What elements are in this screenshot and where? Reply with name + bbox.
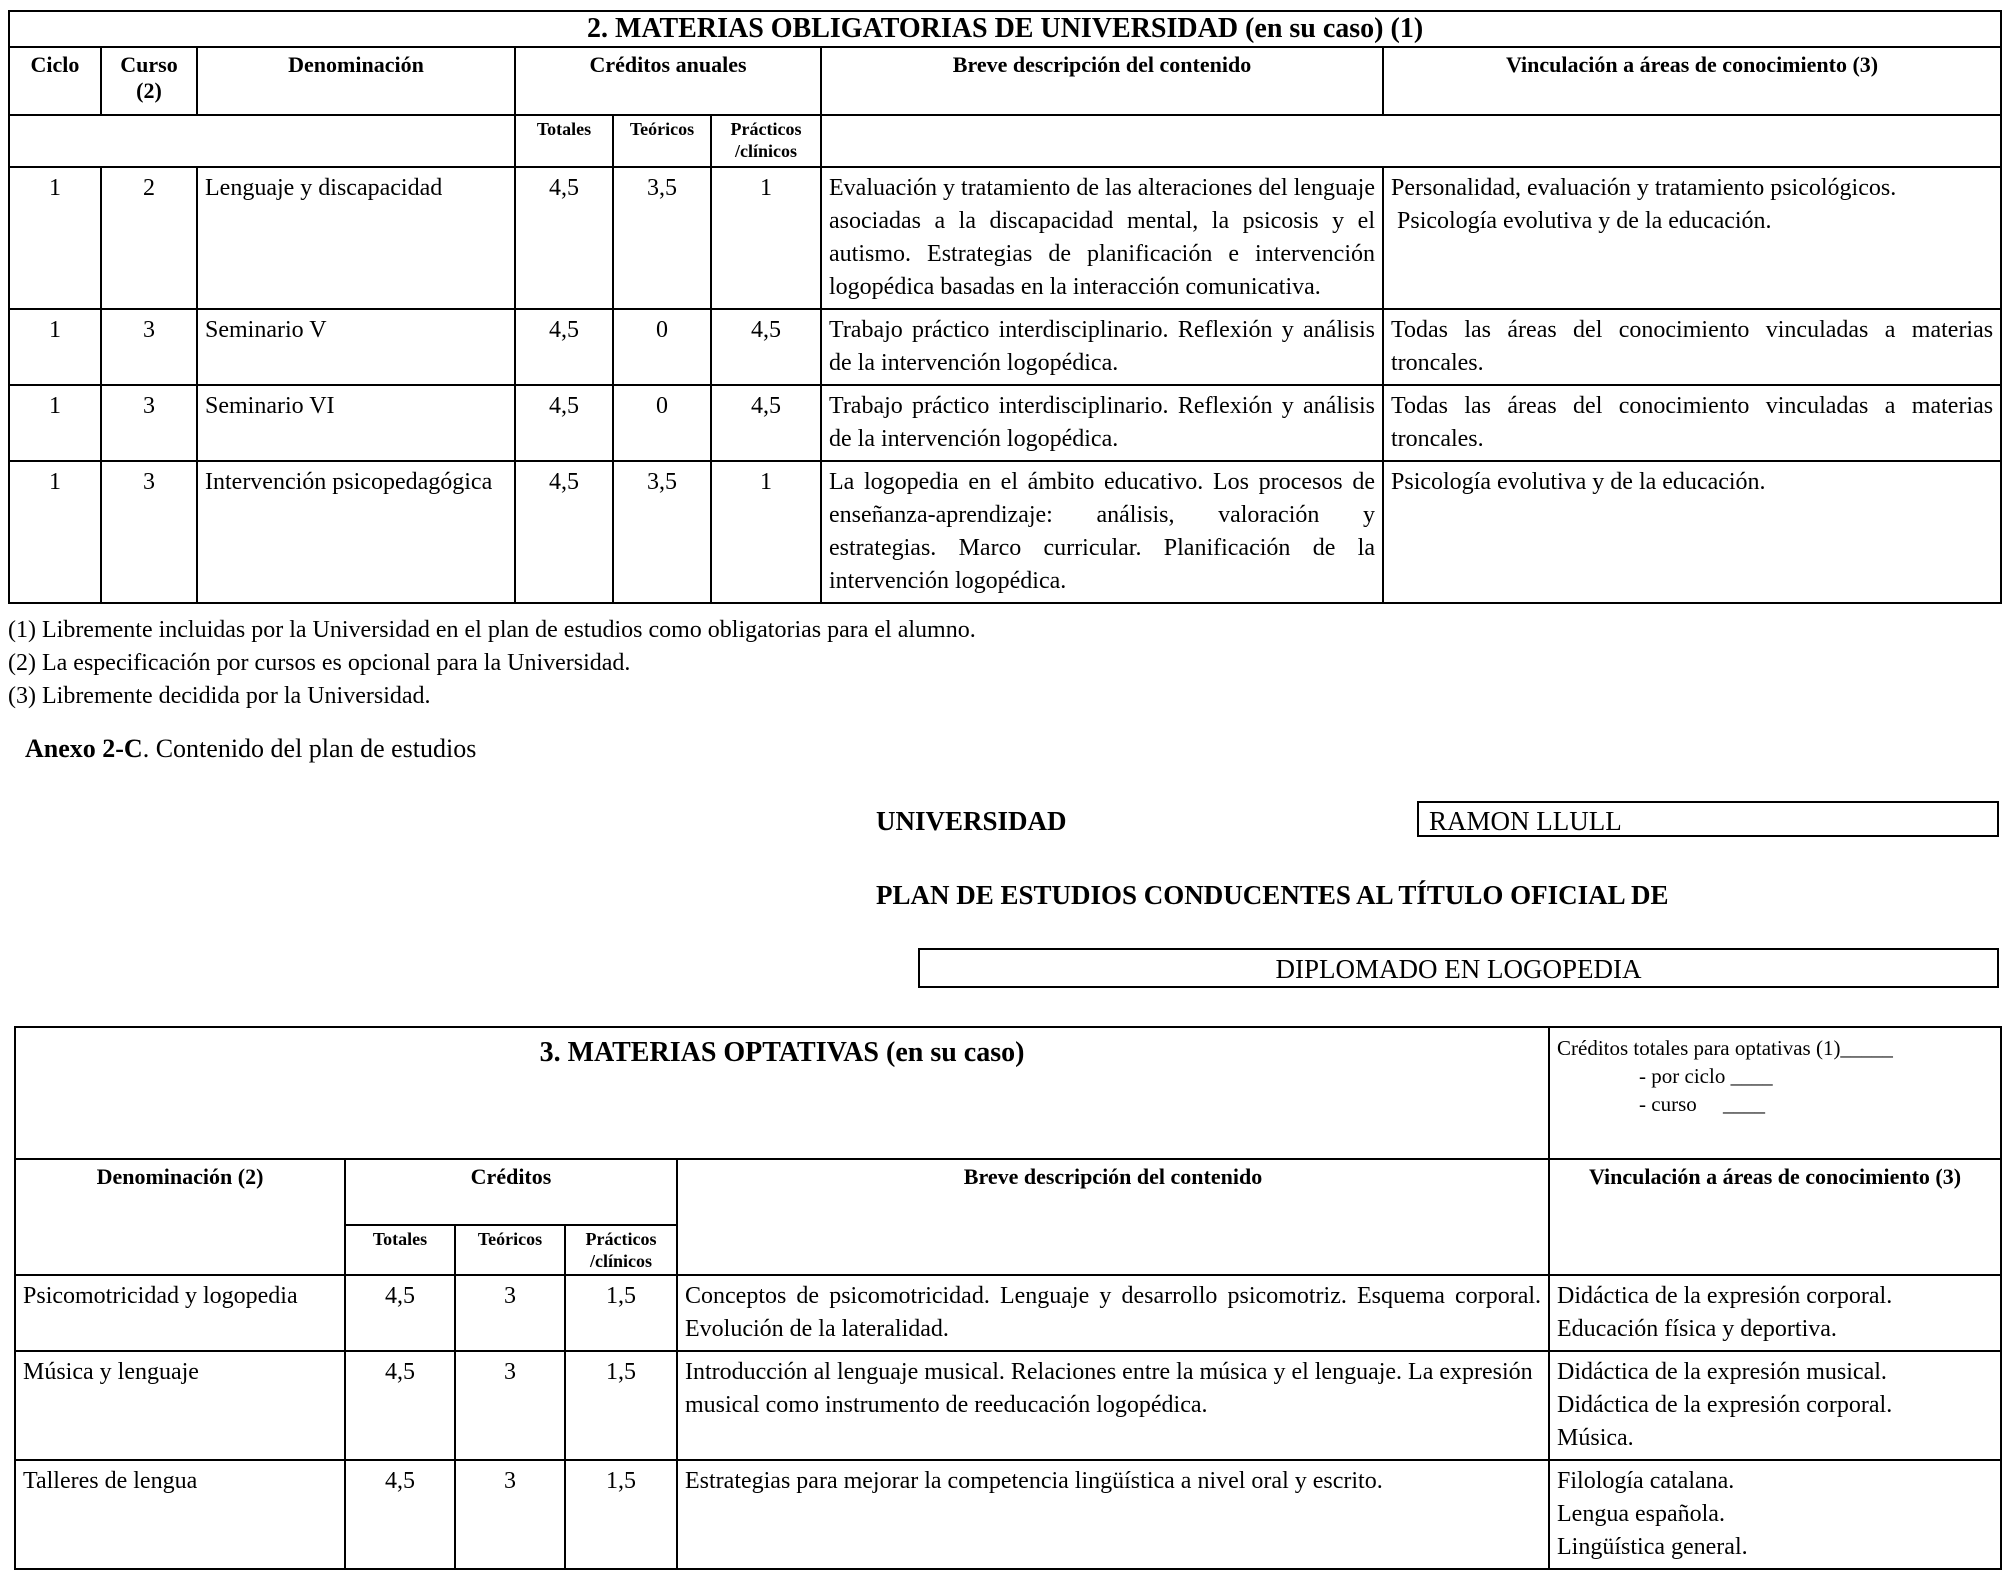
cell-totales: 4,5 bbox=[345, 1351, 455, 1460]
header-teoricos: Teóricos bbox=[455, 1225, 565, 1275]
cell-teoricos: 3,5 bbox=[613, 167, 711, 309]
table-row bbox=[15, 1460, 2001, 1569]
cell-descripcion: La logopedia en el ámbito educativo. Los procesos de enseñanza-aprendizaje: análisis, valoración y estrategias. Marco curricular. Planificación de la intervención logopédica. bbox=[821, 461, 1383, 603]
cell-teoricos: 0 bbox=[613, 309, 711, 385]
header-practicos: Prácticos /clínicos bbox=[565, 1225, 677, 1275]
header-vinculacion: Vinculación a áreas de conocimiento (3) bbox=[1549, 1159, 2001, 1275]
cell-practicos: 1,5 bbox=[565, 1275, 677, 1351]
cell-teoricos: 0 bbox=[613, 385, 711, 461]
header-descripcion: Breve descripción del contenido bbox=[821, 47, 1383, 115]
vinculacion-line: Didáctica de la expresión corporal. bbox=[1557, 1283, 1893, 1309]
cell-denominacion: Intervención psicopedagógica bbox=[197, 461, 515, 603]
cell-vinculacion: Todas las áreas del conocimiento vinculadas a materias troncales. bbox=[1383, 385, 2001, 461]
cell-practicos: 4,5 bbox=[711, 385, 821, 461]
obligatorias-title: 2. MATERIAS OBLIGATORIAS DE UNIVERSIDAD (en su caso) (1) bbox=[9, 11, 2001, 47]
cell-totales: 4,5 bbox=[345, 1275, 455, 1351]
cell-ciclo: 1 bbox=[9, 385, 101, 461]
universidad-label: UNIVERSIDAD bbox=[876, 806, 1067, 836]
cell-totales: 4,5 bbox=[515, 385, 613, 461]
optativas-table bbox=[14, 1026, 2002, 1570]
cell-practicos: 1 bbox=[711, 461, 821, 603]
plan-title: PLAN DE ESTUDIOS CONDUCENTES AL TÍTULO OFICIAL DE bbox=[876, 880, 1669, 910]
vinculacion-line: Música. bbox=[1557, 1425, 1634, 1451]
cell-denominacion: Lenguaje y discapacidad bbox=[197, 167, 515, 309]
annex-heading bbox=[25, 734, 476, 764]
cell-denominacion: Talleres de lengua bbox=[15, 1460, 345, 1569]
cell-descripcion: Trabajo práctico interdisciplinario. Reflexión y análisis de la intervención logopédica. bbox=[821, 385, 1383, 461]
header-practicos: Prácticos /clínicos bbox=[711, 115, 821, 167]
header-vinculacion: Vinculación a áreas de conocimiento (3) bbox=[1383, 47, 2001, 115]
header-ciclo: Ciclo bbox=[9, 47, 101, 115]
optativas-ciclo-line: - por ciclo ____ bbox=[1639, 1064, 1773, 1088]
table-row bbox=[9, 309, 2001, 385]
vinculacion-line: Filología catalana. bbox=[1557, 1468, 1735, 1494]
cell-denominacion: Seminario VI bbox=[197, 385, 515, 461]
table-row bbox=[15, 1275, 2001, 1351]
table-row bbox=[15, 1351, 2001, 1460]
cell-descripcion: Conceptos de psicomotricidad. Lenguaje y desarrollo psicomotriz. Esquema corporal. Evolución de la lateralidad. bbox=[677, 1275, 1549, 1351]
table-row bbox=[9, 385, 2001, 461]
vinculacion-line: Lengua española. bbox=[1557, 1501, 1725, 1527]
footnote: (3) Libremente decidida por la Universidad. bbox=[8, 683, 431, 709]
cell-practicos: 1 bbox=[711, 167, 821, 309]
cell-practicos: 1,5 bbox=[565, 1460, 677, 1569]
universidad-field: RAMON LLULL bbox=[1417, 801, 1999, 837]
optativas-title: 3. MATERIAS OPTATIVAS (en su caso) bbox=[15, 1027, 1549, 1159]
vinculacion-line: Psicología evolutiva y de la educación. bbox=[1397, 208, 1772, 234]
header-totales: Totales bbox=[515, 115, 613, 167]
cell-teoricos: 3 bbox=[455, 1275, 565, 1351]
header-curso: Curso (2) bbox=[101, 47, 197, 115]
optativas-credits-box bbox=[1549, 1027, 2001, 1159]
cell-curso: 3 bbox=[101, 385, 197, 461]
cell-descripcion: Trabajo práctico interdisciplinario. Reflexión y análisis de la intervención logopédica. bbox=[821, 309, 1383, 385]
cell-vinculacion bbox=[1383, 167, 2001, 309]
cell-teoricos: 3 bbox=[455, 1460, 565, 1569]
cell-practicos: 1,5 bbox=[565, 1351, 677, 1460]
cell-denominacion: Música y lenguaje bbox=[15, 1351, 345, 1460]
cell-totales: 4,5 bbox=[515, 167, 613, 309]
header-descripcion: Breve descripción del contenido bbox=[677, 1159, 1549, 1275]
footnote: (2) La especificación por cursos es opcional para la Universidad. bbox=[8, 650, 631, 676]
header-totales: Totales bbox=[345, 1225, 455, 1275]
cell-descripcion: Evaluación y tratamiento de las alteraciones del lenguaje asociadas a la discapacidad mental, la psicosis y el autismo. Estrategias de planificación e intervención logopédica basadas en la interacción comunicativa. bbox=[821, 167, 1383, 309]
table-row bbox=[9, 167, 2001, 309]
header-denominacion: Denominación bbox=[197, 47, 515, 115]
cell-vinculacion bbox=[1549, 1460, 2001, 1569]
cell-teoricos: 3,5 bbox=[613, 461, 711, 603]
optativas-total-line: Créditos totales para optativas (1)_____ bbox=[1557, 1036, 1893, 1060]
vinculacion-line: Didáctica de la expresión corporal. bbox=[1557, 1392, 1893, 1418]
subheader-blank bbox=[9, 115, 515, 167]
cell-practicos: 4,5 bbox=[711, 309, 821, 385]
vinculacion-line: Lingüística general. bbox=[1557, 1534, 1748, 1560]
cell-totales: 4,5 bbox=[515, 461, 613, 603]
cell-descripcion: Estrategias para mejorar la competencia lingüística a nivel oral y escrito. bbox=[677, 1460, 1549, 1569]
cell-descripcion: Introducción al lenguaje musical. Relaciones entre la música y el lenguaje. La expresión musical como instrumento de reeducación logopédica. bbox=[677, 1351, 1549, 1460]
cell-vinculacion bbox=[1549, 1351, 2001, 1460]
cell-curso: 3 bbox=[101, 309, 197, 385]
vinculacion-line: Personalidad, evaluación y tratamiento psicológicos. bbox=[1391, 175, 1897, 201]
table-row bbox=[9, 461, 2001, 603]
footnote: (1) Libremente incluidas por la Universidad en el plan de estudios como obligatorias para el alumno. bbox=[8, 617, 976, 643]
header-creditos: Créditos bbox=[345, 1159, 677, 1225]
vinculacion-line: Didáctica de la expresión musical. bbox=[1557, 1359, 1887, 1385]
vinculacion-line: Educación física y deportiva. bbox=[1557, 1316, 1837, 1342]
cell-curso: 3 bbox=[101, 461, 197, 603]
cell-ciclo: 1 bbox=[9, 167, 101, 309]
cell-totales: 4,5 bbox=[515, 309, 613, 385]
annex-text: . Contenido del plan de estudios bbox=[142, 734, 477, 763]
annex-label: Anexo 2-C bbox=[25, 734, 143, 763]
titulo-field: DIPLOMADO EN LOGOPEDIA bbox=[918, 948, 1999, 988]
cell-vinculacion: Psicología evolutiva y de la educación. bbox=[1383, 461, 2001, 603]
header-creditos: Créditos anuales bbox=[515, 47, 821, 115]
obligatorias-table bbox=[8, 10, 2002, 604]
subheader-blank-right bbox=[821, 115, 2001, 167]
cell-ciclo: 1 bbox=[9, 461, 101, 603]
cell-teoricos: 3 bbox=[455, 1351, 565, 1460]
cell-denominacion: Psicomotricidad y logopedia bbox=[15, 1275, 345, 1351]
cell-vinculacion bbox=[1549, 1275, 2001, 1351]
cell-curso: 2 bbox=[101, 167, 197, 309]
optativas-curso-line: - curso ____ bbox=[1639, 1092, 1765, 1116]
cell-denominacion: Seminario V bbox=[197, 309, 515, 385]
cell-vinculacion: Todas las áreas del conocimiento vinculadas a materias troncales. bbox=[1383, 309, 2001, 385]
header-teoricos: Teóricos bbox=[613, 115, 711, 167]
footnotes bbox=[8, 614, 976, 713]
header-denominacion: Denominación (2) bbox=[15, 1159, 345, 1275]
cell-totales: 4,5 bbox=[345, 1460, 455, 1569]
cell-ciclo: 1 bbox=[9, 309, 101, 385]
